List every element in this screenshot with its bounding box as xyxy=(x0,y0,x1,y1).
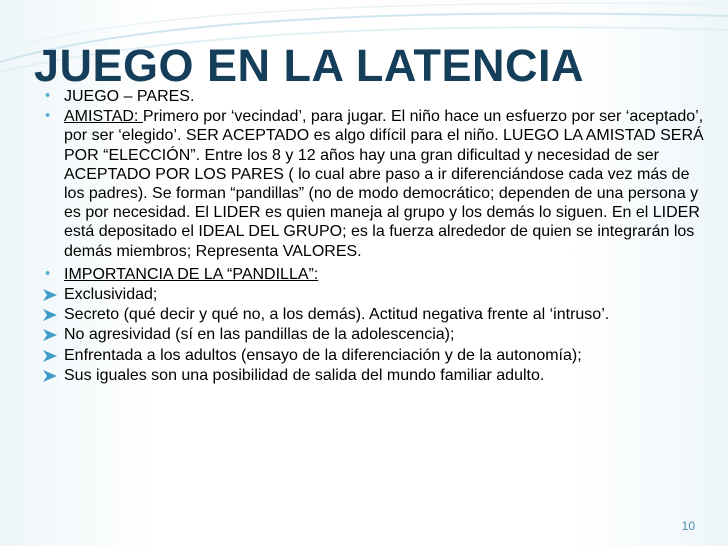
item-text: IMPORTANCIA DE LA “PANDILLA”: xyxy=(64,265,319,283)
bullet-icon: • xyxy=(45,107,51,125)
sub-item-text: Enfrentada a los adultos (ensayo de la diferenciación y de la autonomía); xyxy=(64,346,582,364)
sub-item-text: No agresividad (sí en las pandillas de la adolescencia); xyxy=(64,326,455,344)
page-number: 10 xyxy=(681,519,695,533)
list-item xyxy=(44,107,704,261)
list-item xyxy=(44,265,704,284)
arrow-bullet-icon xyxy=(42,288,58,302)
item-text: JUEGO – PARES. xyxy=(64,88,195,105)
slide-title: JUEGO EN LA LATENCIA xyxy=(34,40,585,91)
list-item xyxy=(44,87,704,106)
arrow-bullet-icon xyxy=(42,369,58,383)
item-label: AMISTAD: xyxy=(64,108,143,126)
sub-list-item xyxy=(44,346,704,365)
sub-item-text: Exclusividad; xyxy=(64,286,158,304)
bullet-icon: • xyxy=(45,264,51,282)
bullet-icon: • xyxy=(45,87,51,104)
sub-item-text: Sus iguales son una posibilidad de salida del mundo familiar adulto. xyxy=(64,366,545,384)
arrow-bullet-icon xyxy=(42,328,58,342)
item-text: Primero por ‘vecindad’, para jugar. El niño hace un esfuerzo por ser ‘aceptado’, por ser ‘elegido’. SER ACEPTADO es algo difícil para el niño. LUEGO LA AMISTAD SERÁ POR “ELECCIÓN”. Entre los 8 y 12 años hay una gran dificultad y necesidad de ser ACEPTADO POR LOS PARES ( lo cual abre paso a ir diferenciándose cada vez más de los padres). Se forman “pandillas” (no de modo democrático; dependen de una persona y es por necesidad. El LIDER es quien maneja al grupo y los demás lo siguen. En el LIDER está depositado el IDEAL DEL GRUPO; es la fuerza alrededor de quien se integrarán los demás miembros; Representa VALORES. xyxy=(64,108,704,260)
slide-content xyxy=(44,87,704,386)
arrow-bullet-icon xyxy=(42,308,58,322)
sub-item-text: Secreto (qué decir y qué no, a los demás). Actitud negativa frente al ‘intruso’. xyxy=(64,306,610,324)
sub-list-item xyxy=(44,325,704,344)
sub-list-item xyxy=(44,285,704,304)
arrow-bullet-icon xyxy=(42,349,58,363)
sub-list-item xyxy=(44,366,704,385)
sub-list-item xyxy=(44,305,704,324)
